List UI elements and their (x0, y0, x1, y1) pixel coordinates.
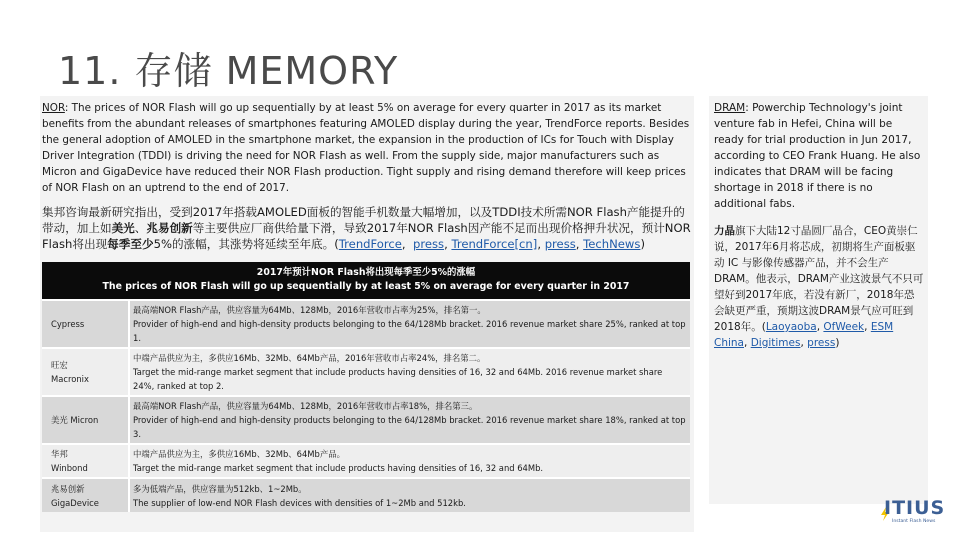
table-header-en: The prices of NOR Flash will go up sequentially by at least 5% on average for every quarter in 2017 (102, 281, 630, 292)
nor-english-paragraph (42, 100, 692, 196)
page-title: 11. 存储 MEMORY (58, 49, 399, 93)
description-en: The supplier of low-end NOR Flash devices with densities of 1~2Mb and 512kb. (133, 497, 466, 508)
link-trendforce[interactable]: TrendForce (338, 237, 402, 251)
dram-zh-text: 旗下大陆12寸晶圆厂晶合，CEO黄崇仁说，2017年6月将芯成，初期将生产面板驱动 IC 与影像传感器产品，并不会生产DRAM。他表示，DRAM产业这波景气不只可望好到2017年底，若没有新厂，2018年恐会缺更严重，预期这波DRAM景气应可旺到2018年。( (714, 225, 924, 333)
link-press[interactable]: press (412, 237, 445, 251)
company-name-en: Winbond (51, 463, 88, 473)
nor-zh-bold-gigadevice: 兆易创新 (146, 221, 193, 235)
link-trendforce-cn[interactable]: TrendForce[cn] (451, 237, 538, 251)
company-cell (42, 444, 129, 478)
description-zh: 多为低端产品，供应容量为512kb、1~2Mb。 (133, 483, 307, 494)
link-ofweek[interactable]: OfWeek (823, 321, 865, 333)
nor-zh-text-1: 集邦咨询最新研究指出，受到2017年搭载AMOLED面板的智能手机数量大幅增加，以及TDDI技术所需NOR Flash产能提升的带动，加上如 (42, 205, 685, 235)
nor-english-text: : The prices of NOR Flash will go up sequentially by at least 5% on average for every quarter in 2017 as its market benefits from the abundant releases of smartphones featuring AMOLED display during the year, TrendForce reports. Besides the general adoption of AMOLED in the smartphone market, the expansion in the production of ICs for Touch with Display Driver Integration (TDDI) is driving the need for NOR Flash as well. From the supply side, major manufacturers such as Micron and GigaDevice have reduced their NOR Flash production. Tight supply and rising demand therefore will keep prices of NOR Flash on an uptrend to the end of 2017. (42, 102, 690, 194)
company-name: 华邦 (51, 449, 68, 459)
company-cell (42, 348, 129, 396)
nor-zh-bold-quarterly: 每季至少 (107, 237, 154, 251)
nor-zh-bold-micron: 美光 (111, 221, 135, 235)
description-en: Provider of high-end and high-density products belonging to the 64/128Mb bracket. 2016 revenue market share 25%, ranked at top 1. (133, 319, 686, 343)
dram-zh-end: ) (835, 337, 840, 349)
link-digitimes[interactable]: Digitimes (750, 337, 801, 349)
description-cell (129, 396, 690, 444)
description-cell (129, 478, 690, 512)
table-header-row (42, 262, 690, 300)
description-zh: 最高端NOR Flash产品，供应容量为64Mb、128Mb，2016年营收市占率18%，排名第三。 (133, 401, 478, 411)
table-row (42, 396, 690, 444)
link-technews[interactable]: TechNews (583, 237, 641, 251)
description-zh: 中端产品供应为主，多供应16Mb、32Mb、64Mb产品，2016年营收市占率24%，排名第二。 (133, 353, 486, 363)
nor-panel (40, 96, 694, 532)
company-cell (42, 478, 129, 512)
table-row (42, 444, 690, 478)
table-header-zh: 2017年预计NOR Flash将出现每季至少5%的涨幅 (256, 267, 476, 278)
description-en: Target the mid-range market segment that include products having densities of 16, 32 and 64Mb. 2016 revenue market share 24%, ranked at top 2. (133, 367, 663, 391)
dram-panel (709, 96, 928, 504)
dram-english-text: : Powerchip Technology's joint venture fab in Hefei, China will be ready for trial production in Jun 2017, according to CEO Frank Huang. He also indicates that DRAM will be facing shortage in 2018 if there is no additional fabs. (714, 102, 921, 210)
company-cell (42, 300, 129, 348)
nor-zh-text-4: 5%的涨幅，其涨势将延续至年底。( (153, 237, 339, 251)
description-en: Target the mid-range market segment that include products having densities of 16, 32 and 64Mb. (133, 463, 544, 473)
description-en: Provider of high-end and high-density products belonging to the 64/128Mb bracket. 2016 revenue market share 18%, ranked at top 3. (133, 415, 686, 439)
company-cell (42, 396, 129, 444)
link-press-2[interactable]: press (544, 237, 576, 251)
dram-label: DRAM (714, 102, 746, 114)
description-zh: 中端产品供应为主，多供应16Mb、32Mb、64Mb产品。 (133, 449, 345, 459)
company-name: 旺宏 (51, 360, 68, 370)
nor-zh-end: ) (640, 237, 645, 251)
company-name-en: GigaDevice (51, 497, 99, 508)
dram-chinese-paragraph: 力晶旗下大陆12寸晶圆厂晶合，CEO黄崇仁说，2017年6月将芯成，初期将生产面板驱动 IC 与影像传感器产品，并不会生产DRAM。他表示，DRAM产业这波景气不只可望好到2017年底，若没有新厂，2018年恐会缺更严重，预期这波DRAM景气应可旺到2018年。(Laoyaoba, OfWeek, ESM China, Digitimes, press) (714, 225, 924, 349)
description-zh: 最高端NOR Flash产品，供应容量为64Mb、128Mb，2016年营收市占率为25%，排名第一。 (133, 305, 486, 315)
nor-chinese-paragraph: 集邦咨询最新研究指出，受到2017年搭载AMOLED面板的智能手机数量大幅增加，以及TDDI技术所需NOR Flash产能提升的带动，加上如美光、兆易创新等主要供应厂商供给量下滑，导致2017年NOR Flash因产能不足而出现价格押升状况，预计NOR Flash将出现每季至少5%的涨幅，其涨势将延续至年底。(TrendForce, press, TrendForce[cn], press, TechNews) (42, 205, 691, 251)
link-laoyaoba[interactable]: Laoyaoba (765, 321, 817, 333)
nor-zh-text-2: 、 (134, 221, 147, 235)
link-esm-china[interactable]: ESM China (714, 321, 894, 349)
nor-zh-text-3: 等主要供应厂商供给量下滑，导致2017年NOR Flash因产能不足而出现价格押升状况，预计NOR Flash将出现 (42, 221, 691, 251)
description-cell (129, 300, 690, 348)
nor-vendor-table (42, 262, 690, 512)
dram-zh-bold-powerchip: 力晶 (714, 225, 735, 237)
table-row (42, 348, 690, 396)
description-cell (129, 444, 690, 478)
company-name: 美光 Micron (51, 415, 99, 425)
table-row (42, 300, 690, 348)
nor-label: NOR (42, 102, 65, 114)
logo-tagline: Instant Flash News (892, 519, 936, 524)
company-name-en: Macronix (51, 374, 89, 384)
company-name: Cypress (51, 319, 85, 329)
logo-wordmark: ITIUS (884, 497, 946, 519)
brand-logo (884, 497, 946, 527)
dram-english-paragraph (714, 100, 924, 212)
table-header (42, 262, 690, 300)
description-cell (129, 348, 690, 396)
company-name: 兆易创新 (51, 483, 85, 494)
link-press-dram[interactable]: press (807, 337, 836, 349)
table-row (42, 478, 690, 512)
